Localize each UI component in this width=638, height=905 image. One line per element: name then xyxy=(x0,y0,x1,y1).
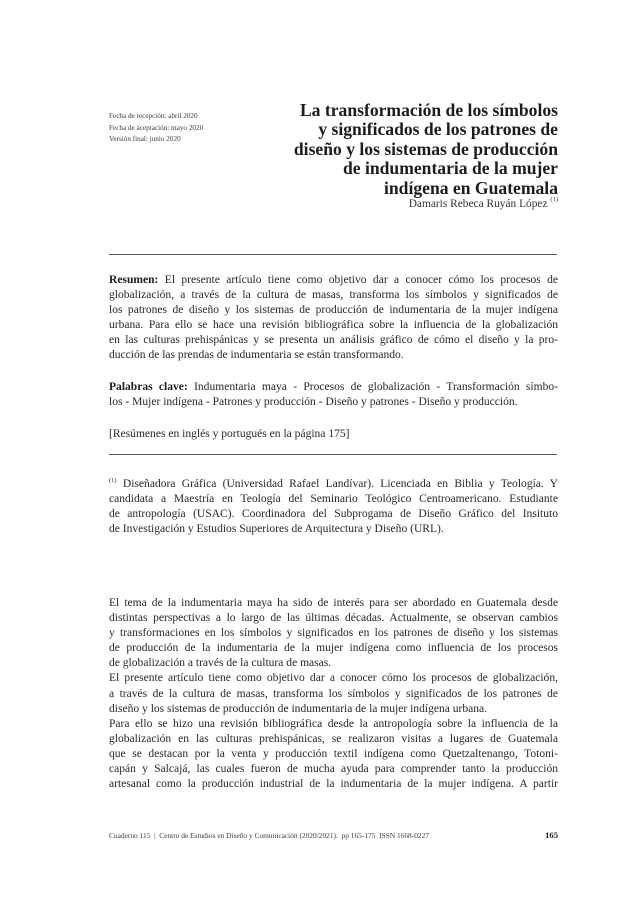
abstract-line: globalización, a través de la cultura de masas, transforma los símbolos y significados de xyxy=(109,289,558,302)
submission-dates xyxy=(109,111,203,146)
footnote-divider xyxy=(109,454,557,455)
body-line: artesanal como la producción industrial de la indumentaria de la mujer indígena. A partir xyxy=(109,778,558,791)
title-line: de indumentaria de la mujer xyxy=(342,158,558,179)
author-footnote xyxy=(109,473,558,537)
abstract-line: los patrones de diseño y los sistemas de producción de indumentaria de la mujer indígena xyxy=(109,304,558,317)
keywords-line: Indumentaria maya - Procesos de globalización - Transformación símbo- xyxy=(194,381,558,393)
body-line: de globalización a través de la cultura de masas. xyxy=(109,657,332,670)
body-line: de producción de la indumentaria de la mujer indígena como influencia de los procesos xyxy=(109,642,558,655)
received-date: Fecha de recepción: abril 2020 xyxy=(109,112,198,120)
footnote-line: candidata a Maestría en Teología del Seminario Teológico Centroamericano. Estudiante xyxy=(109,493,558,506)
keywords xyxy=(109,380,558,410)
title-line: La transformación de los símbolos xyxy=(299,100,558,120)
body-line: El presente artículo tiene como objetivo dar a conocer cómo los procesos de globalización, xyxy=(109,672,558,685)
body-line: diseño y los sistemas de producción de indumentaria de la mujer indígena urbana. xyxy=(109,702,488,715)
abstract-label: Resumen: xyxy=(109,274,159,286)
summaries-note-text: [Resúmenes en inglés y portugués en la página 175] xyxy=(109,428,350,440)
body-line: El tema de la indumentaria maya ha sido de interés para ser abordado en Guatemala desde xyxy=(109,597,558,609)
footnote-marker: (1) xyxy=(109,477,117,484)
body-line: globalización en las culturas prehispánicas, se realizaron visitas a lugares de Guatemala xyxy=(109,732,558,745)
top-divider xyxy=(109,254,557,255)
author-footnote-ref[interactable]: (1) xyxy=(550,196,558,203)
body-line: a través de la cultura de masas, transforma los símbolos y significados de los patrones de xyxy=(109,687,558,700)
abstract-line: en las culturas prehispánicas y se presenta un análisis gráfico de cómo el diseño y la pro- xyxy=(109,334,558,347)
body-line: Para ello se hizo una revisión bibliográfica desde la antropología sobre la influencia de la xyxy=(109,717,558,730)
abstract-line: El presente artículo tiene como objetivo dar a conocer cómo los procesos de xyxy=(164,274,558,286)
footnote-line: Diseñadora Gráfica (Universidad Rafael Landívar). Licenciada en Biblia y Teología. Y xyxy=(122,478,558,490)
keywords-line: los - Mujer indígena - Patrones y producción - Diseño y patrones - Diseño y producción. xyxy=(109,396,518,409)
abstract xyxy=(109,273,558,364)
page-number: 165 xyxy=(545,830,558,840)
final-version-date: Versión final: junio 2020 xyxy=(109,135,181,143)
accepted-date: Fecha de aceptación: mayo 2020 xyxy=(109,123,204,132)
page-footer xyxy=(109,831,558,840)
author-byline xyxy=(409,196,558,210)
title-line: indígena en Guatemala xyxy=(384,177,558,198)
title-line: diseño y los sistemas de producción xyxy=(293,138,558,159)
author-name: Damaris Rebeca Ruyán López xyxy=(408,198,548,210)
article-title xyxy=(258,101,558,198)
title-line: y significados de los patrones de xyxy=(318,119,558,140)
footer-citation: Cuaderno 115 | Centro de Estudios en Diseño y Comunicación (2020/2021). pp 165-175 ISSN 1668-0227 xyxy=(109,831,429,840)
body-text xyxy=(109,596,558,792)
footnote-line: de Investigación y Estudios Superiores de Arquitectura y Diseño (URL). xyxy=(109,523,444,536)
summaries-note xyxy=(109,427,558,442)
footnote-line: de antropología (USAC). Coordinadora del Subprogama de Diseño Gráfico del Insituto xyxy=(109,508,558,521)
keywords-label: Palabras clave: xyxy=(109,381,188,393)
body-line: y transformaciones en los símbolos y significados en los patrones de diseño y los sistemas xyxy=(109,627,558,640)
abstract-line: ducción de las prendas de indumentaria se están transformando. xyxy=(109,349,404,362)
body-line: distintas perspectivas a lo largo de las últimas décadas. Actualmente, se observan cambios xyxy=(109,612,558,625)
abstract-line: urbana. Para ello se hace una revisión bibliográfica sobre la influencia de la globalización xyxy=(109,319,558,332)
body-line: capán y Salcajá, las cuales fueron de mucha ayuda para comprender tanto la producción xyxy=(109,763,558,776)
body-line: que se destacan por la venta y producción textil indígena como Quetzaltenango, Totoni- xyxy=(109,747,558,760)
